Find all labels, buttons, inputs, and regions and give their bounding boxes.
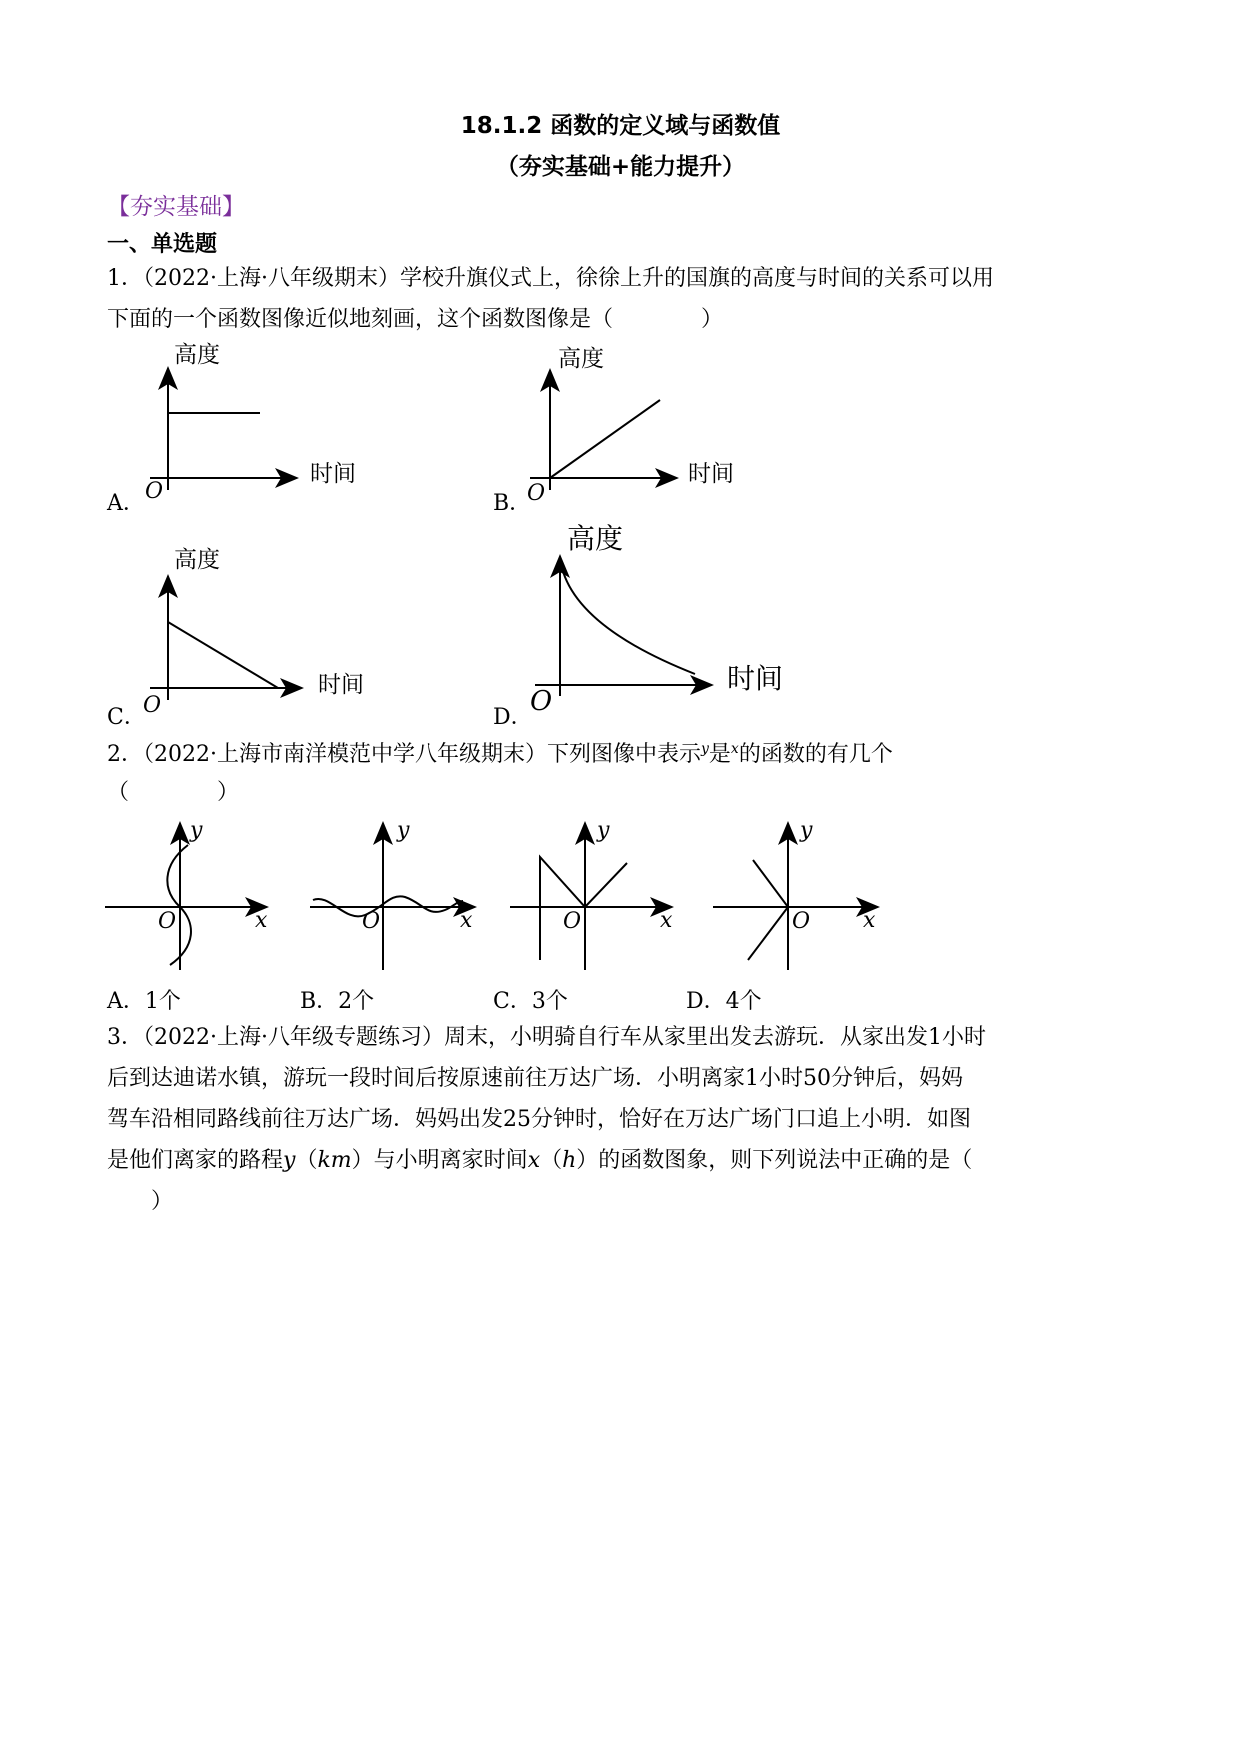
q2-text-part2: 是 — [708, 742, 731, 767]
q1-option-d-label: D． — [493, 705, 533, 730]
origin-label: O — [527, 481, 546, 506]
q3-line4-part2: （ — [295, 1148, 318, 1173]
q2-option-c: C．3个 — [493, 989, 568, 1014]
x-axis-label: x — [660, 908, 673, 933]
q1-graph-d — [520, 518, 820, 720]
y-axis-label: y — [597, 818, 610, 843]
q3-var-x: x — [527, 1148, 541, 1173]
graph-line — [168, 622, 278, 688]
origin-label: O — [362, 909, 381, 934]
q3-line4-part4: （ — [540, 1148, 563, 1173]
x-axis-label: 时间 — [310, 461, 356, 487]
q2-graph-1 — [100, 815, 280, 975]
q2-var-y: y — [700, 741, 709, 757]
x-axis-label: x — [863, 908, 876, 933]
graph-line — [550, 400, 660, 478]
y-axis-label: y — [800, 818, 813, 843]
q2-option-a: A．1个 — [107, 989, 181, 1014]
q3-line4-part3: ）与小明离家时间 — [351, 1148, 528, 1173]
q1-option-c-label: C． — [107, 705, 146, 730]
section-basic-label: 【夯实基础】 — [107, 194, 245, 220]
y-axis-label: y — [190, 818, 203, 843]
q3-line4-part5: ）的函数图象，则下列说法中正确的是（ — [576, 1148, 973, 1173]
q2-text-line2: （ ） — [107, 780, 240, 805]
origin-label: O — [563, 909, 582, 934]
q1-graph-c — [140, 540, 390, 720]
q2-graph-3 — [505, 815, 685, 975]
q3-text-line5: ） — [107, 1189, 174, 1214]
q3-var-y: y — [283, 1148, 296, 1173]
q2-text-part3: 的函数的有几个 — [738, 742, 893, 767]
x-axis-label: 时间 — [318, 672, 364, 698]
q1-option-a-label: A． — [107, 491, 145, 516]
q1-graph-b — [520, 340, 770, 510]
y-axis-label: 高度 — [174, 547, 220, 573]
q2-graph-4 — [708, 815, 888, 975]
x-axis-label: x — [460, 908, 473, 933]
q3-unit-km: km — [317, 1148, 352, 1173]
q2-graph-2 — [305, 815, 485, 975]
origin-label: O — [530, 686, 553, 717]
x-axis-label: 时间 — [688, 461, 734, 487]
y-axis-label: 高度 — [174, 342, 220, 368]
q3-text-line2: 后到达迪诺水镇，游玩一段时间后按原速前往万达广场．小明离家1小时50分钟后，妈妈 — [107, 1066, 963, 1091]
document-subtitle: （夯实基础+能力提升） — [495, 154, 746, 180]
origin-label: O — [145, 479, 164, 504]
origin-label: O — [143, 693, 162, 718]
graph-line — [540, 857, 627, 960]
q2-option-b: B．2个 — [300, 989, 375, 1014]
document-title: 18.1.2 函数的定义域与函数值 — [460, 113, 781, 139]
origin-label: O — [792, 909, 811, 934]
x-axis-label: x — [255, 908, 268, 933]
y-axis-label: 高度 — [567, 522, 624, 555]
origin-label: O — [158, 909, 177, 934]
y-axis-label: 高度 — [558, 346, 604, 372]
q1-option-b-label: B． — [493, 491, 532, 516]
q2-text-part1: 2．（2022·上海市南洋模范中学八年级期末）下列图像中表示 — [107, 742, 701, 767]
graph-curve — [562, 568, 695, 674]
q1-text-line1: 1．（2022·上海·八年级期末）学校升旗仪式上，徐徐上升的国旗的高度与时间的关系可以用 — [107, 266, 994, 291]
q2-var-x: x — [730, 741, 739, 757]
q3-unit-h: h — [562, 1148, 577, 1173]
q3-line4-part1: 是他们离家的路程 — [107, 1148, 284, 1173]
graph-line — [748, 860, 788, 960]
q3-text-line4 — [107, 1138, 972, 1183]
q1-graph-a — [140, 335, 380, 510]
q1-text-line2: 下面的一个函数图像近似地刻画，这个函数图像是（ ） — [107, 307, 724, 332]
part1-heading: 一、单选题 — [107, 232, 218, 257]
q2-option-d: D．4个 — [686, 989, 762, 1014]
x-axis-label: 时间 — [727, 662, 784, 695]
q3-text-line1: 3．（2022·上海·八年级专题练习）周末，小明骑自行车从家里出发去游玩．从家出发1小时 — [107, 1025, 986, 1050]
q3-text-line3: 驾车沿相同路线前往万达广场．妈妈出发25分钟时，恰好在万达广场门口追上小明．如图 — [107, 1107, 971, 1132]
y-axis-label: y — [397, 818, 410, 843]
